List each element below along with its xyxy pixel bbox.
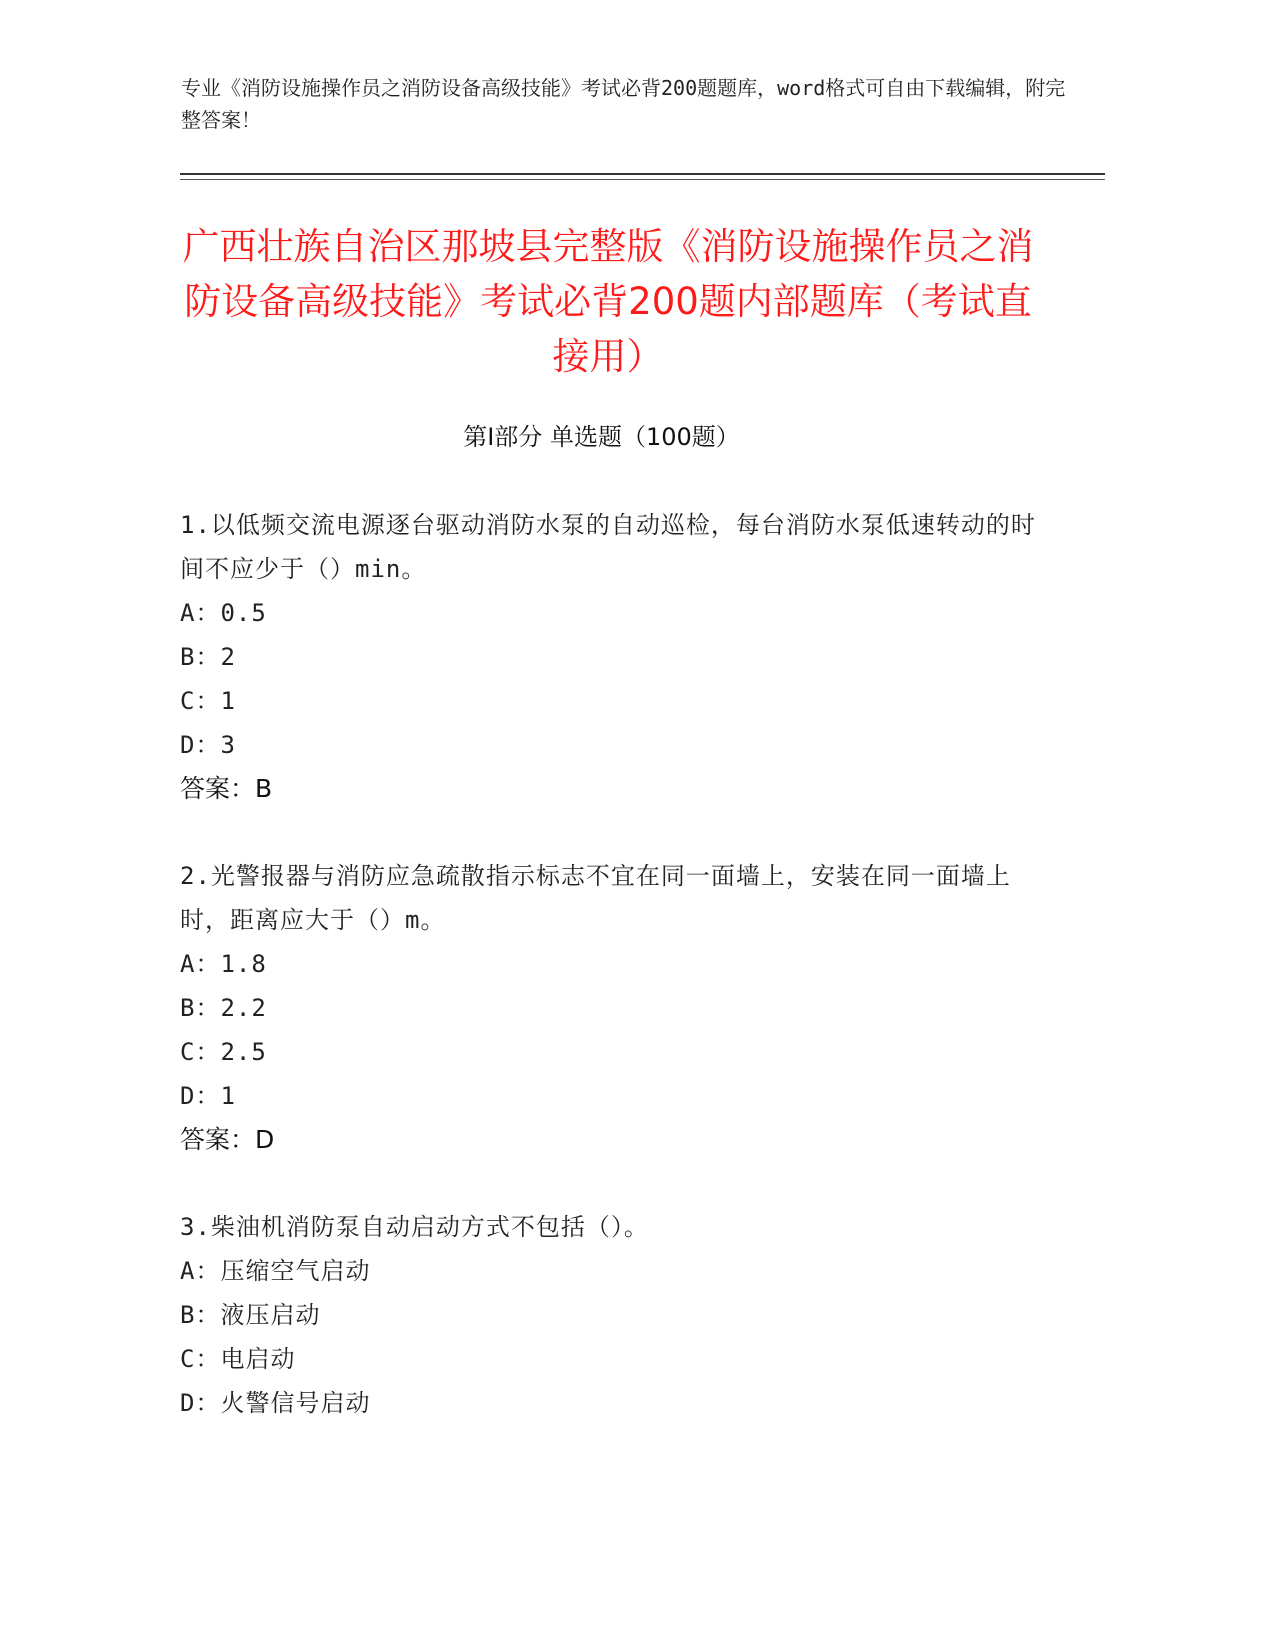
question-list xyxy=(180,503,1040,1468)
section-title: 第Ⅰ部分 单选题（100题） xyxy=(463,423,740,451)
question-1 xyxy=(180,503,1040,811)
question-text: 3.柴油机消防泵自动启动方式不包括（）。 xyxy=(180,1213,649,1241)
option-d: D：火警信号启动 xyxy=(180,1389,371,1417)
question-text: 2.光警报器与消防应急疏散指示标志不宜在同一面墙上，安装在同一面墙上时，距离应大于（）m。 xyxy=(180,862,1011,934)
option-a: A：0.5 xyxy=(180,599,267,627)
answer: 答案：B xyxy=(180,774,273,803)
option-a: A：压缩空气启动 xyxy=(180,1257,371,1285)
header-divider-thin xyxy=(180,179,1105,180)
document-title: 广西壮族自治区那坡县完整版《消防设施操作员之消防设备高级技能》考试必背200题内部题库（考试直接用） xyxy=(182,225,1034,378)
question-text: 1.以低频交流电源逐台驱动消防水泵的自动巡检，每台消防水泵低速转动的时间不应少于（）min。 xyxy=(180,511,1036,583)
option-a: A：1.8 xyxy=(180,950,267,978)
option-d: D：3 xyxy=(180,731,236,759)
header-divider-thick xyxy=(180,173,1105,175)
option-c: C：电启动 xyxy=(180,1345,296,1373)
question-3 xyxy=(180,1205,1040,1425)
header-note: 专业《消防设施操作员之消防设备高级技能》考试必背200题题库，word格式可自由下载编辑，附完整答案！ xyxy=(181,76,1066,132)
option-b: B：2.2 xyxy=(180,994,267,1022)
question-2 xyxy=(180,854,1040,1162)
option-b: B：液压启动 xyxy=(180,1301,321,1329)
option-b: B：2 xyxy=(180,643,236,671)
option-c: C：2.5 xyxy=(180,1038,267,1066)
option-d: D：1 xyxy=(180,1082,236,1110)
option-c: C：1 xyxy=(180,687,236,715)
answer: 答案：D xyxy=(180,1125,275,1154)
